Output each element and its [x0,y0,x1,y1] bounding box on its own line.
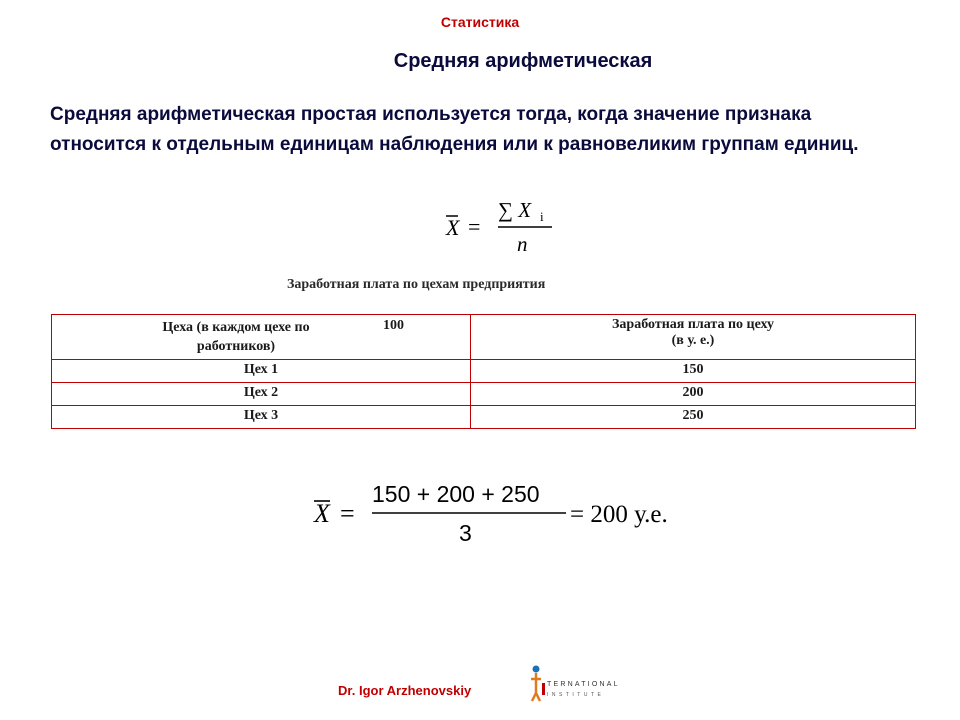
logo-line1: TERNATIONAL [547,681,620,688]
formula-denominator: n [517,232,528,256]
mean-formula-general [440,195,560,265]
logo-line2: INSTITUTE [547,692,605,698]
header-shops-label: Цеха (в каждом цехе по работников) [162,320,310,354]
cell-wage: 250 [471,406,916,429]
svg-text:=: = [340,499,355,528]
example-denominator: 3 [459,520,472,546]
cell-shop: Цех 3 [52,406,471,429]
header-wage-line1: Заработная плата по цеху [612,317,774,332]
header-shops [52,315,471,360]
author-name: Dr. Igor Arzhenovskiy [338,683,472,698]
table-title: Заработная плата по цехам предприятия [287,277,546,292]
institute-logo [528,663,628,703]
wage-table [51,314,916,429]
table-row [52,383,916,406]
mean-formula-example [308,480,708,550]
header-wage-line2: (в у. е.) [671,333,715,348]
example-numerator: 150 + 200 + 250 [372,481,540,507]
header-wage [471,315,916,360]
cell-shop: Цех 2 [52,383,471,406]
table-header-row [52,315,916,360]
slide-title: Средняя арифметическая [393,50,653,72]
formula-subscript: i [540,209,544,224]
formula-numerator: ∑ X [498,198,532,222]
table-row [52,406,916,429]
intro-text: Средняя арифметическая простая используется тогда, когда значение признака относится к отдельным единицам наблюдения или к равновеликим группам единиц. [50,104,859,155]
example-lhs: X [314,499,330,528]
section-label: Статистика [440,14,520,30]
cell-shop: Цех 1 [52,360,471,383]
example-result: = 200 у.е. [570,501,668,528]
table-row [52,360,916,383]
cell-wage: 150 [471,360,916,383]
header-shops-count: 100 [383,318,404,333]
formula-lhs: X [446,215,460,240]
svg-text:=: = [468,214,481,239]
cell-wage: 200 [471,383,916,406]
